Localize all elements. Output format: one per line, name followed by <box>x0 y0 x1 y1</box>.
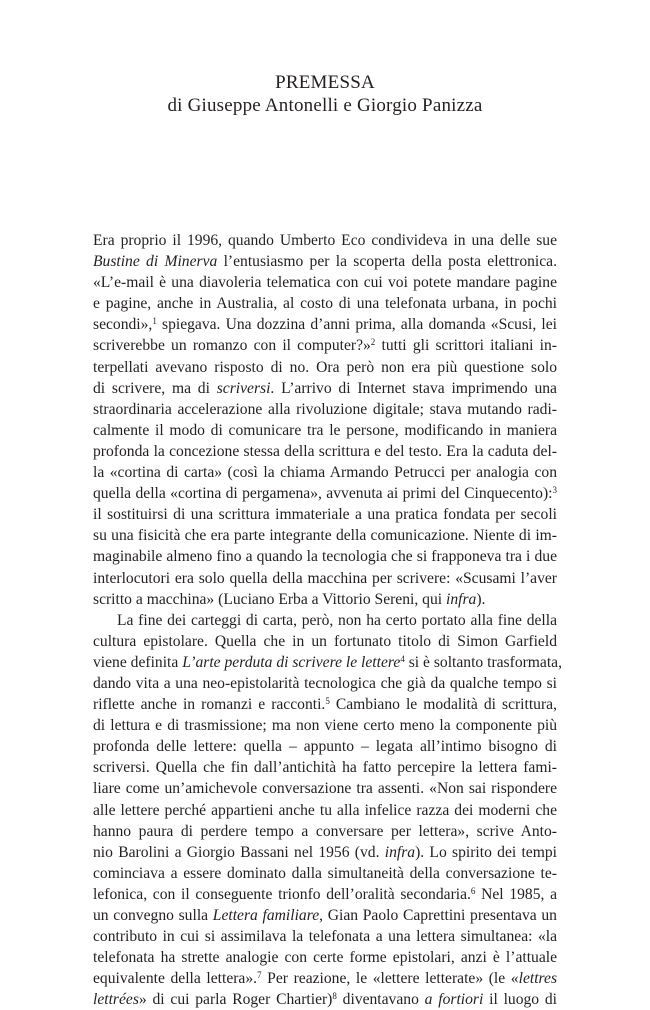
text-line <box>93 420 557 441</box>
text-line <box>93 905 557 926</box>
italic-text: a fortiori <box>424 991 484 1009</box>
text-run: straordinaria accelerazione alla rivoluzione digitale; stava mutando radi- <box>93 400 557 418</box>
text-line <box>93 778 557 799</box>
text-line <box>93 230 557 251</box>
text-run: viene definita <box>93 653 183 671</box>
text-run: calmente il modo di comunicare tra le persone, modificando in maniera <box>93 421 557 439</box>
text-line <box>93 546 557 567</box>
text-run: tutti gli scrittori italiani in- <box>375 337 557 355</box>
text-run: scriversi. Quella che fin dall’antichità ha fatto percepire la lettera fami- <box>93 759 557 777</box>
text-run: quella della «cortina di pergamena», avvenuta ai primi del Cinquecento): <box>93 485 553 503</box>
paragraph <box>93 610 563 1010</box>
italic-text: L’arte perduta di scrivere le lettere <box>182 653 401 671</box>
italic-text: infra <box>384 843 416 861</box>
text-run: profonda delle lettere: quella – appunto – legata all’intimo bisogno di <box>93 738 557 756</box>
italic-text: lettres <box>518 970 558 988</box>
footnote-ref[interactable]: 4 <box>400 653 405 664</box>
text-line <box>93 863 557 884</box>
page-authors: di Giuseppe Antonelli e Giorgio Panizza <box>167 95 483 116</box>
text-line <box>93 357 557 378</box>
text-run: liare come un’amichevole conversazione tra assenti. «Non sai rispondere <box>93 780 557 798</box>
text-line <box>93 272 557 293</box>
text-run: hanno paura di perdere tempo a conversare per lettera», scrive Anto- <box>93 822 557 840</box>
text-run: terpellati avevano risposto di no. Ora però non era più questione solo <box>93 358 557 376</box>
text-run: , Gian Paolo Caprettini presentava un <box>319 907 557 924</box>
text-run: Era proprio il 1996, quando Umberto Eco condivideva in una delle sue <box>93 232 557 249</box>
text-run: riflette anche in romanzi e racconti. <box>93 696 326 714</box>
text-line <box>93 652 563 673</box>
italic-text: Bustine di Minerva <box>93 253 218 271</box>
text-line <box>93 504 557 525</box>
text-line <box>93 715 557 736</box>
footnote-ref[interactable]: 1 <box>152 316 157 327</box>
text-line <box>93 462 557 483</box>
text-run: » di cui parla Roger Chartier) <box>138 991 333 1009</box>
text-run: equivalente della lettera». <box>93 970 258 988</box>
italic-text: infra <box>445 590 477 608</box>
text-line <box>93 335 557 356</box>
text-line <box>93 884 557 905</box>
text-run: su una fisicità che era parte integrante della comunicazione. Niente di im- <box>93 527 557 545</box>
footnote-ref[interactable]: 3 <box>552 485 557 496</box>
text-line <box>93 968 557 989</box>
text-run: scritto a macchina» (Luciano Erba a Vittorio Sereni, qui <box>93 590 446 608</box>
text-run: il sostituirsi di una scrittura immateriale a una pratica fondata per secoli <box>93 506 557 524</box>
text-run: Cambiano le modalità di scrittura, <box>329 696 557 714</box>
text-run: cultura epistolare. Quella che in un fortunato titolo di Simon Garfield <box>93 632 557 650</box>
text-run: contributo in cui si assimilava la telefonata a una lettera simultanea: «la <box>93 928 557 946</box>
text-line <box>93 589 557 610</box>
text-line <box>93 800 557 821</box>
paragraph <box>93 230 557 610</box>
text-run: si è soltanto trasformata, <box>404 653 563 671</box>
text-run: La fine dei carteggi di carta, però, non ha certo portato alla fine della <box>117 611 557 629</box>
text-line <box>93 694 557 715</box>
text-run: il luogo di <box>483 991 558 1009</box>
text-run: ). Lo spirito dei tempi <box>415 843 557 861</box>
text-line <box>93 251 557 272</box>
footnote-ref[interactable]: 8 <box>332 991 337 1002</box>
text-run: dando vita a una neo-epistolarità tecnologica che già da qualche tempo si <box>93 674 557 692</box>
text-line <box>93 926 557 947</box>
footnote-ref[interactable]: 7 <box>257 970 262 981</box>
text-line <box>93 673 557 694</box>
text-line <box>93 610 557 631</box>
text-run: l’entusiasmo per la scoperta della posta elettronica. <box>217 253 557 271</box>
text-run: telefonata ha strette analogie con certe forme epistolari, anzi è l’attuale <box>93 949 557 967</box>
text-run: . L’arrivo di Internet stava imprimendo una <box>270 379 557 397</box>
text-line <box>93 989 557 1010</box>
text-run: interlocutori era solo quella della macchina per scrivere: «Scusami l’aver <box>93 569 557 587</box>
italic-text: scriversi <box>216 379 271 397</box>
text-run: ). <box>476 590 486 608</box>
text-line <box>93 631 557 652</box>
footnote-ref[interactable]: 6 <box>470 885 476 896</box>
text-run: spiegava. Una dozzina d’anni prima, alla domanda «Scusi, lei <box>156 316 557 334</box>
text-run: la «cortina di carta» (così la chiama Armando Petrucci per analogia con <box>93 464 557 482</box>
page-title: PREMESSA <box>275 72 375 93</box>
text-run: nio Barolini a Giorgio Bassani nel 1956 (vd. <box>93 843 385 861</box>
text-run: cominciava a essere dominato dalla simultaneità della conversazione te- <box>93 864 557 882</box>
text-line <box>93 736 557 757</box>
italic-text: Lettera familiare <box>212 907 320 924</box>
text-run: secondi», <box>93 316 153 334</box>
text-run: maginabile almeno fino a quando la tecnologia che si frapponeva tra i due <box>93 548 557 566</box>
text-line <box>93 441 557 462</box>
text-run: scriverebbe un romanzo con il computer?» <box>93 337 371 355</box>
text-line <box>93 378 557 399</box>
text-run: lefonica, con il conseguente trionfo dell’oralità secondaria. <box>93 885 471 903</box>
text-line <box>93 483 557 504</box>
footnote-ref[interactable]: 2 <box>370 337 376 348</box>
text-line <box>93 947 557 968</box>
text-line <box>93 821 557 842</box>
body-text <box>93 230 563 1010</box>
italic-text: lettrées <box>93 991 139 1009</box>
text-run: «L’e-mail è una diavoleria telematica con cui voi potete mandare pagine <box>93 274 557 292</box>
text-run: profonda la concezione stessa della scrittura e del testo. Era la caduta del- <box>93 442 557 460</box>
text-line <box>93 842 557 863</box>
text-line <box>93 399 557 420</box>
text-run: di scrivere, ma di <box>93 379 217 397</box>
text-run: di lettura e di trasmissione; ma non viene certo meno la componente più <box>93 717 557 735</box>
text-run: Nel 1985, a <box>475 885 558 903</box>
text-line <box>93 568 557 589</box>
text-line <box>93 314 557 335</box>
text-run: un convegno sulla <box>93 907 213 924</box>
text-run: Per reazione, le «lettere letterate» (le « <box>261 970 519 988</box>
footnote-ref[interactable]: 5 <box>325 696 330 707</box>
text-run: diventavano <box>336 991 425 1009</box>
text-run: alle lettere perché appartieni anche tu alla infelice razza dei moderni che <box>93 801 557 819</box>
text-line <box>93 293 557 314</box>
text-line <box>93 525 557 546</box>
text-line <box>93 757 557 778</box>
text-run: e pagine, anche in Australia, al costo di una telefonata urbana, in pochi <box>93 295 557 313</box>
